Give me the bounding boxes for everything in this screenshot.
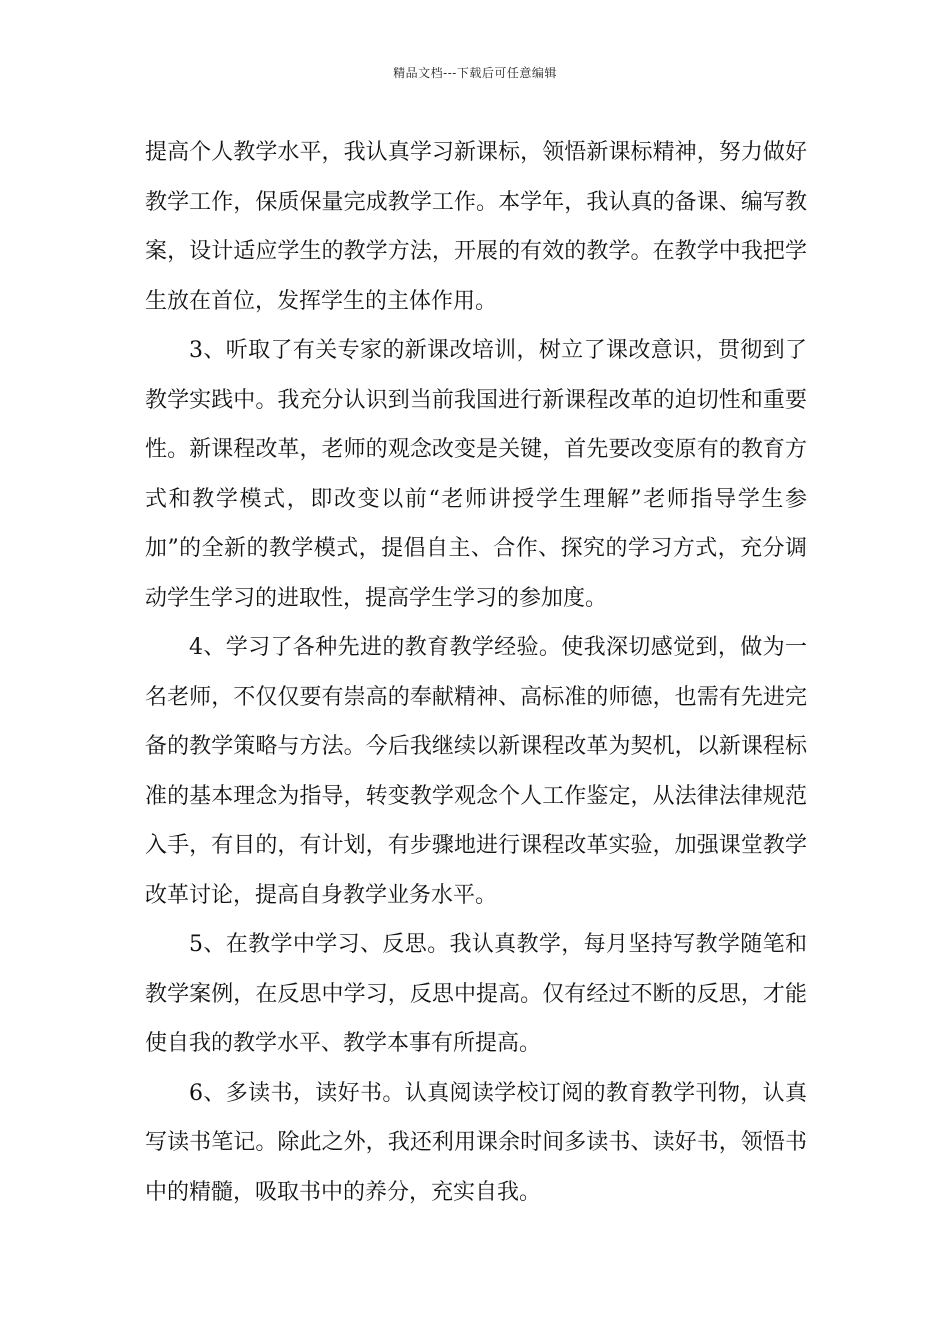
document-body <box>145 128 807 1217</box>
paragraph-2: 3、听取了有关专家的新课改培训，树立了课改意识，贯彻到了教学实践中。我充分认识到当前我国进行新课程改革的迫切性和重要性。新课程改革，老师的观念改变是关键，首先要改变原有的教育方式和教学模式，即改变以前“老师讲授学生理解”老师指导学生参加”的全新的教学模式，提倡自主、合作、探究的学习方式，充分调动学生学习的进取性，提高学生学习的参加度。 <box>145 338 807 611</box>
paragraph-1: 提高个人教学水平，我认真学习新课标，领悟新课标精神，努力做好教学工作，保质保量完成教学工作。本学年，我认真的备课、编写教案，设计适应学生的教学方法，开展的有效的教学。在教学中我把学生放在首位，发挥学生的主体作用。 <box>145 140 807 314</box>
paragraph-4: 5、在教学中学习、反思。我认真教学，每月坚持写教学随笔和教学案例，在反思中学习，反思中提高。仅有经过不断的反思，才能使自我的教学水平、教学本事有所提高。 <box>145 932 807 1056</box>
page-header: 精品文档---下载后可任意编辑 <box>393 66 557 80</box>
paragraph-3: 4、学习了各种先进的教育教学经验。使我深切感觉到，做为一名老师，不仅仅要有崇高的奉献精神、高标准的师德，也需有先进完备的教学策略与方法。今后我继续以新课程改革为契机，以新课程标准的基本理念为指导，转变教学观念个人工作鉴定，从法律法律规范入手，有目的，有计划，有步骤地进行课程改革实验，加强课堂教学改革讨论，提高自身教学业务水平。 <box>145 635 807 908</box>
paragraph-5: 6、多读书，读好书。认真阅读学校订阅的教育教学刊物，认真写读书笔记。除此之外，我还利用课余时间多读书、读好书，领悟书中的精髓，吸取书中的养分，充实自我。 <box>145 1080 807 1205</box>
